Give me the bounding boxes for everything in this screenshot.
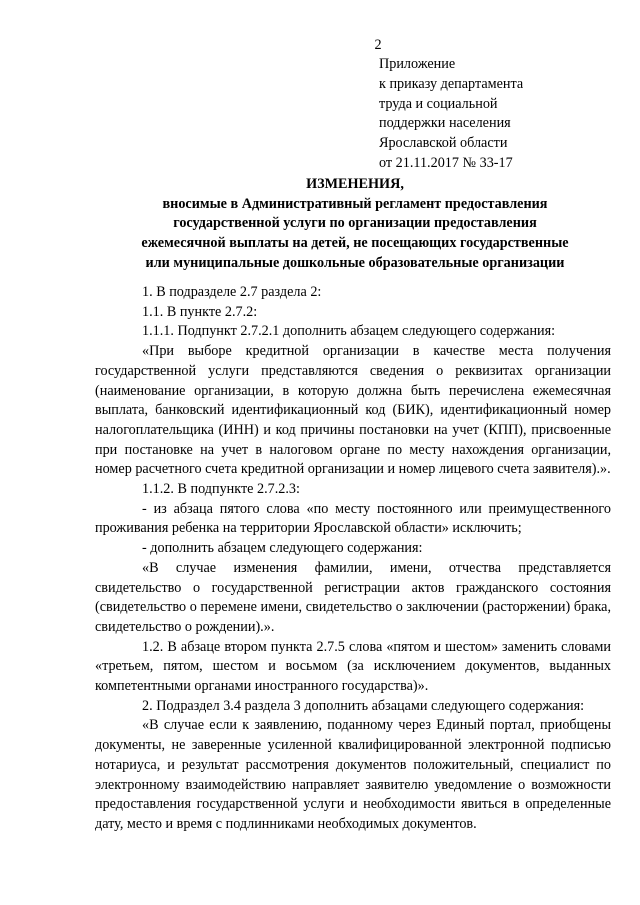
document-title	[60, 175, 640, 274]
paragraph: 1.1.2. В подпункте 2.7.2.3:	[142, 481, 300, 498]
annex-line: труда и социальной	[379, 95, 498, 112]
page-number: 2	[374, 37, 382, 53]
title-line: государственной услуги по организации предоставления	[173, 215, 537, 232]
paragraph: 1.1.1. Подпункт 2.7.2.1 дополнить абзацем следующего содержания:	[142, 323, 556, 340]
annex-line: от 21.11.2017 № 33-17	[379, 154, 513, 171]
paragraph: «При выборе кредитной организации в качестве места получения государственной услуги представляются сведения о реквизитах организации (наименование организации, в которую должна быть перечислена ежемесячная выплата, банковский идентификационный код (БИК), идентификационный номер налогоплательщика (ИНН) и код причины постановки на учет (КПП), присвоенные при постановке на учет в налоговом органе по месту нахождения организации, номер расчетного счета кредитной организации и номер лицевого счета заявителя).».	[95, 343, 611, 478]
title-line: или муниципальные дошкольные образовательные организации	[145, 254, 565, 271]
title-line: ИЗМЕНЕНИЯ,	[306, 176, 404, 192]
paragraph: - из абзаца пятого слова «по месту постоянного или преимущественного проживания ребенка на территории Ярославской области» исключить;	[95, 500, 611, 537]
paragraph: 2. Подраздел 3.4 раздела 3 дополнить абзацами следующего содержания:	[142, 697, 585, 714]
document-body	[95, 283, 611, 835]
paragraph: 1.1. В пункте 2.7.2:	[142, 303, 258, 320]
title-line: вносимые в Административный регламент предоставления	[162, 195, 548, 212]
annex-line: Приложение	[379, 56, 456, 72]
paragraph: «В случае если к заявлению, поданному через Единый портал, приобщены документы, не заверенные усиленной квалифицированной электронной подписью нотариуса, и результат рассмотрения документов положительный, специалист по электронному взаимодействию направляет заявителю уведомление о возможности предоставления государственной услуги и необходимости явиться в определенные дату, место и время с подлинниками необходимых документов.	[95, 717, 611, 832]
annex-line: к приказу департамента	[379, 75, 524, 92]
paragraph: 1. В подразделе 2.7 раздела 2:	[142, 284, 322, 300]
paragraph: - дополнить абзацем следующего содержания:	[142, 540, 423, 557]
paragraph: 1.2. В абзаце втором пункта 2.7.5 слова «пятом и шестом» заменить словами «третьем, пятом, шестом и восьмом (за исключением документов, выданных компетентными органами иностранного государства)».	[95, 638, 611, 695]
annex-line: Ярославской области	[379, 135, 508, 152]
annex-block	[379, 55, 629, 174]
paragraph: «В случае изменения фамилии, имени, отчества представляется свидетельство о государственной регистрации актов гражданского состояния (свидетельство о перемене имени, свидетельство о заключении (расторжении) брака, свидетельство о рождении).».	[95, 559, 611, 635]
title-line: ежемесячной выплаты на детей, не посещающих государственные	[141, 235, 569, 252]
annex-line: поддержки населения	[379, 115, 511, 132]
